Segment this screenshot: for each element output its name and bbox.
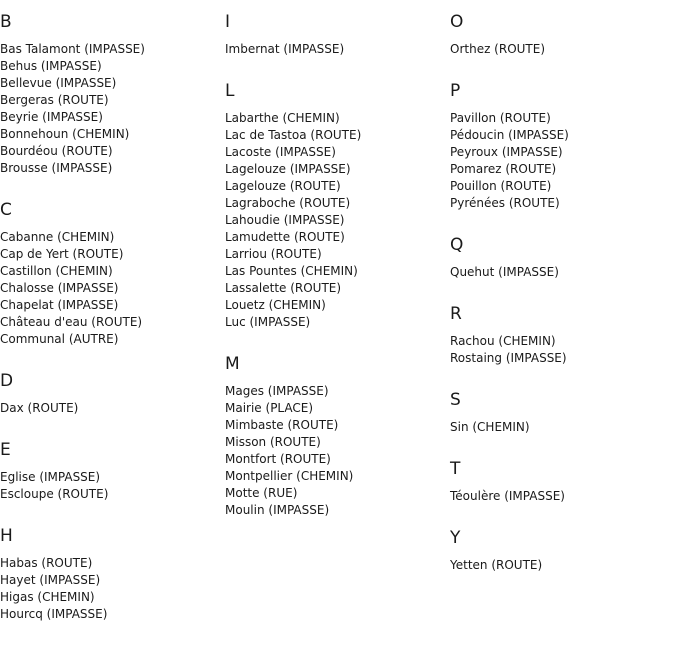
section-letter-heading: D [0,371,14,391]
street-list [450,41,670,58]
section-letter-heading: C [0,200,12,220]
section-letter-heading: Y [450,528,461,548]
street-entry[interactable]: Hourcq (IMPASSE) [0,607,108,621]
letter-section-r [450,303,670,367]
column-2 [225,11,445,541]
street-entry[interactable]: Cabanne (CHEMIN) [0,230,115,244]
street-entry[interactable]: Lagelouze (IMPASSE) [225,162,351,176]
street-entry[interactable]: Orthez (ROUTE) [450,42,546,56]
street-entry[interactable]: Eglise (IMPASSE) [0,470,101,484]
letter-section-l [225,80,445,331]
street-entry[interactable]: Lamudette (ROUTE) [225,230,345,244]
street-list [450,333,670,367]
street-list [450,488,670,505]
street-entry[interactable]: Dax (ROUTE) [0,401,79,415]
street-entry[interactable]: Peyroux (IMPASSE) [450,145,563,159]
street-entry[interactable]: Chapelat (IMPASSE) [0,298,119,312]
street-entry[interactable]: Escloupe (ROUTE) [0,487,109,501]
street-entry[interactable]: Mimbaste (ROUTE) [225,418,339,432]
letter-section-e [0,439,220,503]
section-letter-heading: S [450,390,461,410]
street-entry[interactable]: Pédoucin (IMPASSE) [450,128,569,142]
letter-section-i [225,11,445,58]
street-entry[interactable]: Bergeras (ROUTE) [0,93,109,107]
street-entry[interactable]: Sin (CHEMIN) [450,420,530,434]
street-entry[interactable]: Louetz (CHEMIN) [225,298,326,312]
street-entry[interactable]: Motte (RUE) [225,486,298,500]
street-entry[interactable]: Pomarez (ROUTE) [450,162,557,176]
street-entry[interactable]: Behus (IMPASSE) [0,59,102,73]
street-entry[interactable]: Lac de Tastoa (ROUTE) [225,128,362,142]
letter-section-o [450,11,670,58]
column-1 [0,11,220,645]
street-list [0,555,220,623]
street-entry[interactable]: Moulin (IMPASSE) [225,503,330,517]
letter-section-y [450,527,670,574]
street-entry[interactable]: Beyrie (IMPASSE) [0,110,103,124]
street-entry[interactable]: Las Pountes (CHEMIN) [225,264,358,278]
street-list [0,469,220,503]
street-list [225,383,445,519]
street-entry[interactable]: Montpellier (CHEMIN) [225,469,354,483]
street-entry[interactable]: Labarthe (CHEMIN) [225,111,340,125]
section-letter-heading: L [225,81,235,101]
street-entry[interactable]: Habas (ROUTE) [0,556,93,570]
street-entry[interactable]: Lagraboche (ROUTE) [225,196,351,210]
section-letter-heading: E [0,440,11,460]
street-entry[interactable]: Pyrénées (ROUTE) [450,196,560,210]
letter-section-c [0,199,220,348]
street-entry[interactable]: Cap de Yert (ROUTE) [0,247,124,261]
street-entry[interactable]: Mages (IMPASSE) [225,384,329,398]
street-entry[interactable]: Quehut (IMPASSE) [450,265,559,279]
street-entry[interactable]: Chalosse (IMPASSE) [0,281,119,295]
street-entry[interactable]: Bellevue (IMPASSE) [0,76,117,90]
street-entry[interactable]: Pavillon (ROUTE) [450,111,551,125]
street-list [0,400,220,417]
letter-section-b [0,11,220,177]
street-entry[interactable]: Higas (CHEMIN) [0,590,95,604]
street-entry[interactable]: Lagelouze (ROUTE) [225,179,341,193]
street-entry[interactable]: Pouillon (ROUTE) [450,179,552,193]
street-entry[interactable]: Larriou (ROUTE) [225,247,322,261]
street-entry[interactable]: Imbernat (IMPASSE) [225,42,345,56]
section-letter-heading: M [225,354,240,374]
street-entry[interactable]: Téoulère (IMPASSE) [450,489,565,503]
section-letter-heading: P [450,81,461,101]
section-letter-heading: H [0,526,13,546]
street-entry[interactable]: Château d'eau (ROUTE) [0,315,143,329]
street-list [450,110,670,212]
letter-section-t [450,458,670,505]
street-list [0,41,220,177]
section-letter-heading: Q [450,235,464,255]
letter-section-d [0,370,220,417]
letter-section-s [450,389,670,436]
letter-section-q [450,234,670,281]
street-entry[interactable]: Lahoudie (IMPASSE) [225,213,345,227]
street-entry[interactable]: Bourdéou (ROUTE) [0,144,113,158]
street-entry[interactable]: Mairie (PLACE) [225,401,314,415]
street-list [450,264,670,281]
street-entry[interactable]: Misson (ROUTE) [225,435,321,449]
street-list [450,419,670,436]
street-list [225,41,445,58]
section-letter-heading: T [450,459,461,479]
street-entry[interactable]: Hayet (IMPASSE) [0,573,101,587]
column-3 [450,11,670,596]
street-entry[interactable]: Bonnehoun (CHEMIN) [0,127,130,141]
letter-section-h [0,525,220,623]
letter-section-m [225,353,445,519]
street-list [450,557,670,574]
street-list [0,229,220,348]
street-entry[interactable]: Rachou (CHEMIN) [450,334,556,348]
street-entry[interactable]: Lacoste (IMPASSE) [225,145,336,159]
letter-section-p [450,80,670,212]
street-entry[interactable]: Communal (AUTRE) [0,332,119,346]
street-entry[interactable]: Rostaing (IMPASSE) [450,351,567,365]
street-entry[interactable]: Brousse (IMPASSE) [0,161,113,175]
section-letter-heading: I [225,12,231,32]
section-letter-heading: O [450,12,464,32]
street-entry[interactable]: Lassalette (ROUTE) [225,281,342,295]
street-entry[interactable]: Yetten (ROUTE) [450,558,543,572]
street-entry[interactable]: Luc (IMPASSE) [225,315,311,329]
section-letter-heading: B [0,12,12,32]
street-entry[interactable]: Montfort (ROUTE) [225,452,331,466]
street-entry[interactable]: Castillon (CHEMIN) [0,264,113,278]
street-list [225,110,445,331]
section-letter-heading: R [450,304,462,324]
street-entry[interactable]: Bas Talamont (IMPASSE) [0,42,145,56]
